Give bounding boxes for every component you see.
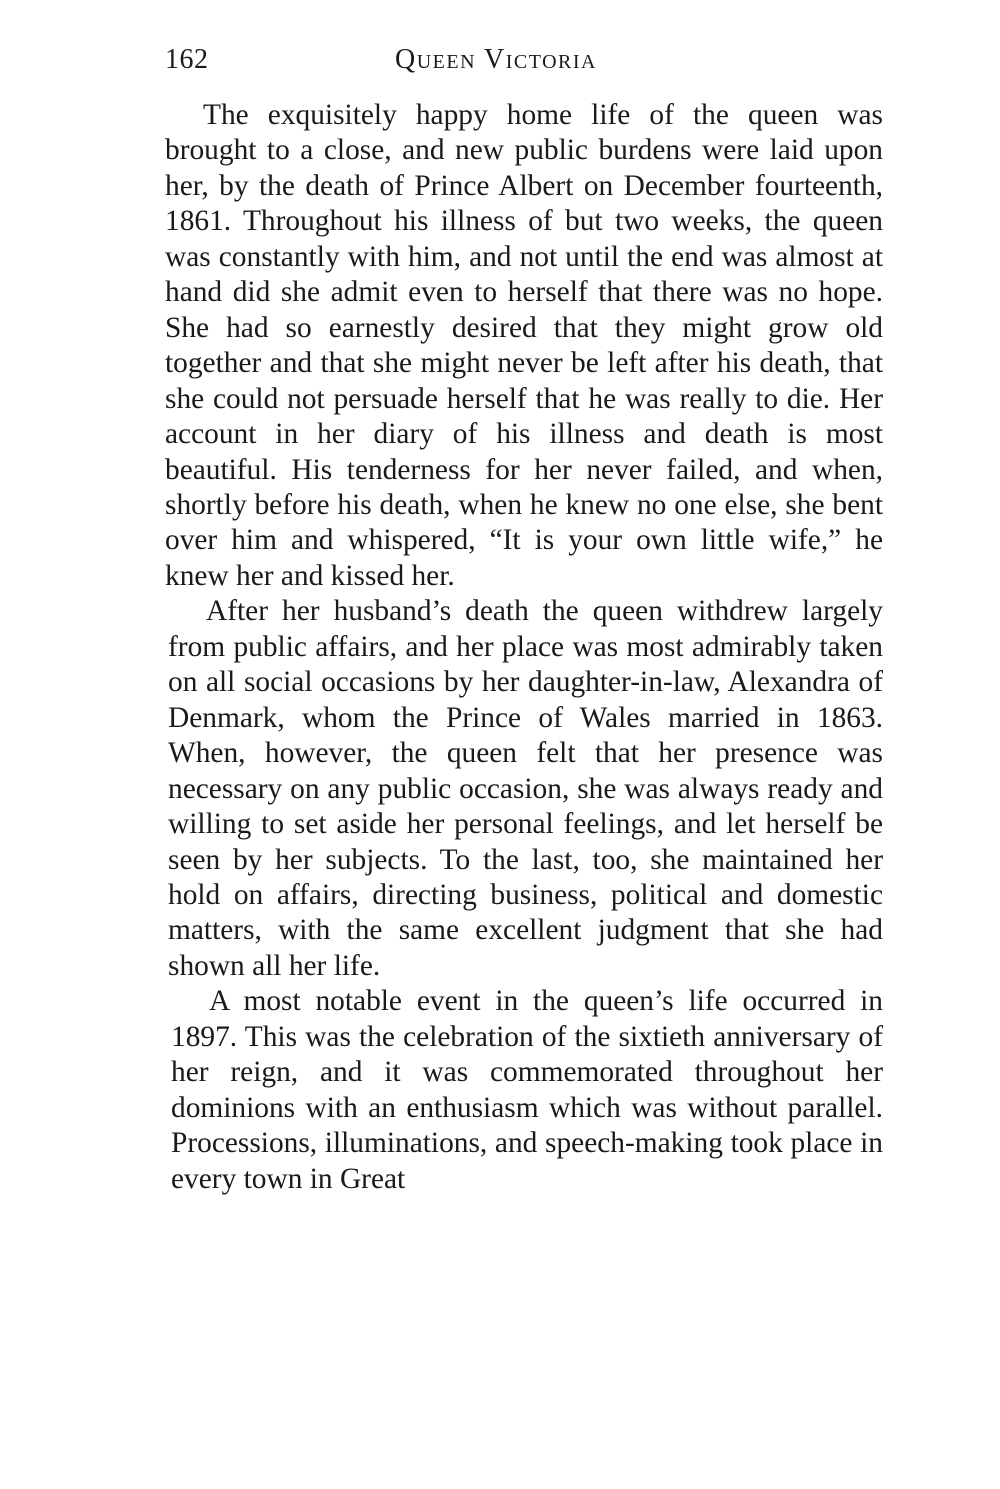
body-text (165, 98, 883, 1197)
paragraph: The exquisitely happy home life of the queen was brought to a close, and new public burdens were laid upon her, by the death of Prince Albert on December fourteenth, 1861. Throughout his illness of but two weeks, the queen was constantly with him, and not until the end was almost at hand did she admit even to herself that there was no hope. She had so earnestly desired that they might grow old together and that she might never be left after his death, that she could not persuade herself that he was really to die. Her account in her diary of his illness and death is most beautiful. His tenderness for her never failed, and when, shortly before his death, when he knew no one else, she bent over him and whispered, “It is your own little wife,” he knew her and kissed her. (165, 99, 883, 592)
page-header (165, 44, 885, 84)
running-title: Queen Victoria (395, 44, 597, 75)
paragraph: After her husband’s death the queen withdrew largely from public affairs, and her place was most admirably taken on all social occasions by her daughter-in-law, Alexandra of Denmark, whom the Prince of Wales married in 1863. When, however, the queen felt that her presence was necessary on any public occasion, she was always ready and willing to set aside her personal feelings, and let herself be seen by her subjects. To the last, too, she maintained her hold on affairs, directing business, political and domestic matters, with the same excellent judgment that she had shown all her life. (168, 595, 883, 982)
page-number: 162 (165, 44, 209, 75)
paragraph: A most notable event in the queen’s life occurred in 1897. This was the celebration of the sixtieth anniversary of her reign, and it was commemorated throughout her dominions with an enthusiasm which was without parallel. Processions, illuminations, and speech-making took place in every town in Great (171, 985, 883, 1195)
